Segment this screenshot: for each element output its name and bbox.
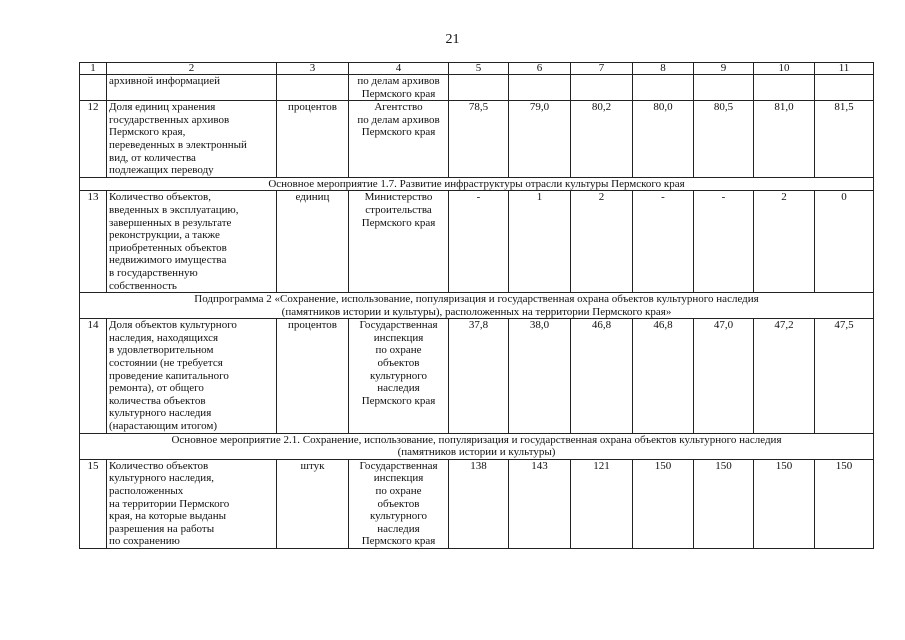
row-number: 12 <box>80 101 107 178</box>
indicator-value: 80,5 <box>694 101 754 178</box>
indicator-value: 2 <box>571 191 633 293</box>
indicator-row <box>80 319 874 433</box>
column-number: 6 <box>509 63 571 75</box>
indicator-value: 150 <box>633 459 694 548</box>
indicator-value: - <box>694 191 754 293</box>
indicator-value <box>449 75 509 101</box>
indicator-value: 1 <box>509 191 571 293</box>
column-number-row <box>80 63 874 75</box>
column-number: 7 <box>571 63 633 75</box>
indicator-value <box>571 75 633 101</box>
indicator-value: 80,0 <box>633 101 694 178</box>
row-number: 14 <box>80 319 107 433</box>
indicator-row <box>80 191 874 293</box>
indicator-value: 47,2 <box>754 319 815 433</box>
indicator-name: Доля единиц хранения государственных архивов Пермского края, переведенных в электронный вид, от количества подлежащих переводу <box>107 101 277 178</box>
unit-of-measure: процентов <box>277 101 349 178</box>
indicator-value: 80,2 <box>571 101 633 178</box>
indicator-value <box>633 75 694 101</box>
row-number: 13 <box>80 191 107 293</box>
indicator-value: - <box>449 191 509 293</box>
indicator-value: 138 <box>449 459 509 548</box>
indicator-value: 47,5 <box>815 319 874 433</box>
indicator-value <box>754 75 815 101</box>
indicator-row <box>80 75 874 101</box>
responsible-executor: Государственная инспекция по охране объектов культурного наследия Пермского края <box>349 319 449 433</box>
indicator-value: 150 <box>754 459 815 548</box>
indicator-value: 79,0 <box>509 101 571 178</box>
column-number: 4 <box>349 63 449 75</box>
column-number: 10 <box>754 63 815 75</box>
column-number: 8 <box>633 63 694 75</box>
column-number: 9 <box>694 63 754 75</box>
column-number: 2 <box>107 63 277 75</box>
row-number: 15 <box>80 459 107 548</box>
indicator-value: 81,0 <box>754 101 815 178</box>
indicator-name: Доля объектов культурного наследия, находящихся в удовлетворительном состоянии (не требуется проведение капитального ремонта), от общего количества объектов культурного наследия (нарастающим итогом) <box>107 319 277 433</box>
indicator-value: 150 <box>815 459 874 548</box>
indicator-value: 150 <box>694 459 754 548</box>
responsible-executor: по делам архивов Пермского края <box>349 75 449 101</box>
indicator-value: - <box>633 191 694 293</box>
indicator-value: 143 <box>509 459 571 548</box>
section-heading-row <box>80 293 874 319</box>
row-number <box>80 75 107 101</box>
indicator-value: 38,0 <box>509 319 571 433</box>
indicator-value: 0 <box>815 191 874 293</box>
section-heading-row <box>80 177 874 191</box>
indicator-value: 47,0 <box>694 319 754 433</box>
column-number: 1 <box>80 63 107 75</box>
indicator-value <box>694 75 754 101</box>
indicator-row <box>80 101 874 178</box>
indicator-name: Количество объектов культурного наследия, расположенных на территории Пермского края, на которые выданы разрешения на работы по сохранению <box>107 459 277 548</box>
column-number: 5 <box>449 63 509 75</box>
section-heading: Подпрограмма 2 «Сохранение, использование, популяризация и государственная охрана объектов культурного наследия (памятников истории и культуры), расположенных на территории Пермского края» <box>80 293 874 319</box>
responsible-executor: Агентство по делам архивов Пермского края <box>349 101 449 178</box>
indicator-value <box>815 75 874 101</box>
responsible-executor: Государственная инспекция по охране объектов культурного наследия Пермского края <box>349 459 449 548</box>
unit-of-measure: штук <box>277 459 349 548</box>
indicator-value: 2 <box>754 191 815 293</box>
indicators-table <box>79 62 874 549</box>
unit-of-measure: единиц <box>277 191 349 293</box>
unit-of-measure <box>277 75 349 101</box>
indicator-row <box>80 459 874 548</box>
indicator-value: 121 <box>571 459 633 548</box>
indicator-value: 78,5 <box>449 101 509 178</box>
section-heading: Основное мероприятие 1.7. Развитие инфраструктуры отрасли культуры Пермского края <box>80 177 874 191</box>
indicator-value: 37,8 <box>449 319 509 433</box>
page-number: 21 <box>445 32 460 47</box>
unit-of-measure: процентов <box>277 319 349 433</box>
table-body <box>80 63 874 549</box>
indicator-name: Количество объектов, введенных в эксплуатацию, завершенных в результате реконструкции, а также приобретенных объектов недвижимого имущества в государственную собственность <box>107 191 277 293</box>
section-heading-row <box>80 433 874 459</box>
column-number: 11 <box>815 63 874 75</box>
indicator-value: 81,5 <box>815 101 874 178</box>
indicator-value: 46,8 <box>633 319 694 433</box>
indicator-value: 46,8 <box>571 319 633 433</box>
indicator-value <box>509 75 571 101</box>
column-number: 3 <box>277 63 349 75</box>
section-heading: Основное мероприятие 2.1. Сохранение, использование, популяризация и государственная охрана объектов культурного наследия (памятников истории и культуры) <box>80 433 874 459</box>
responsible-executor: Министерство строительства Пермского края <box>349 191 449 293</box>
indicator-name: архивной информацией <box>107 75 277 101</box>
